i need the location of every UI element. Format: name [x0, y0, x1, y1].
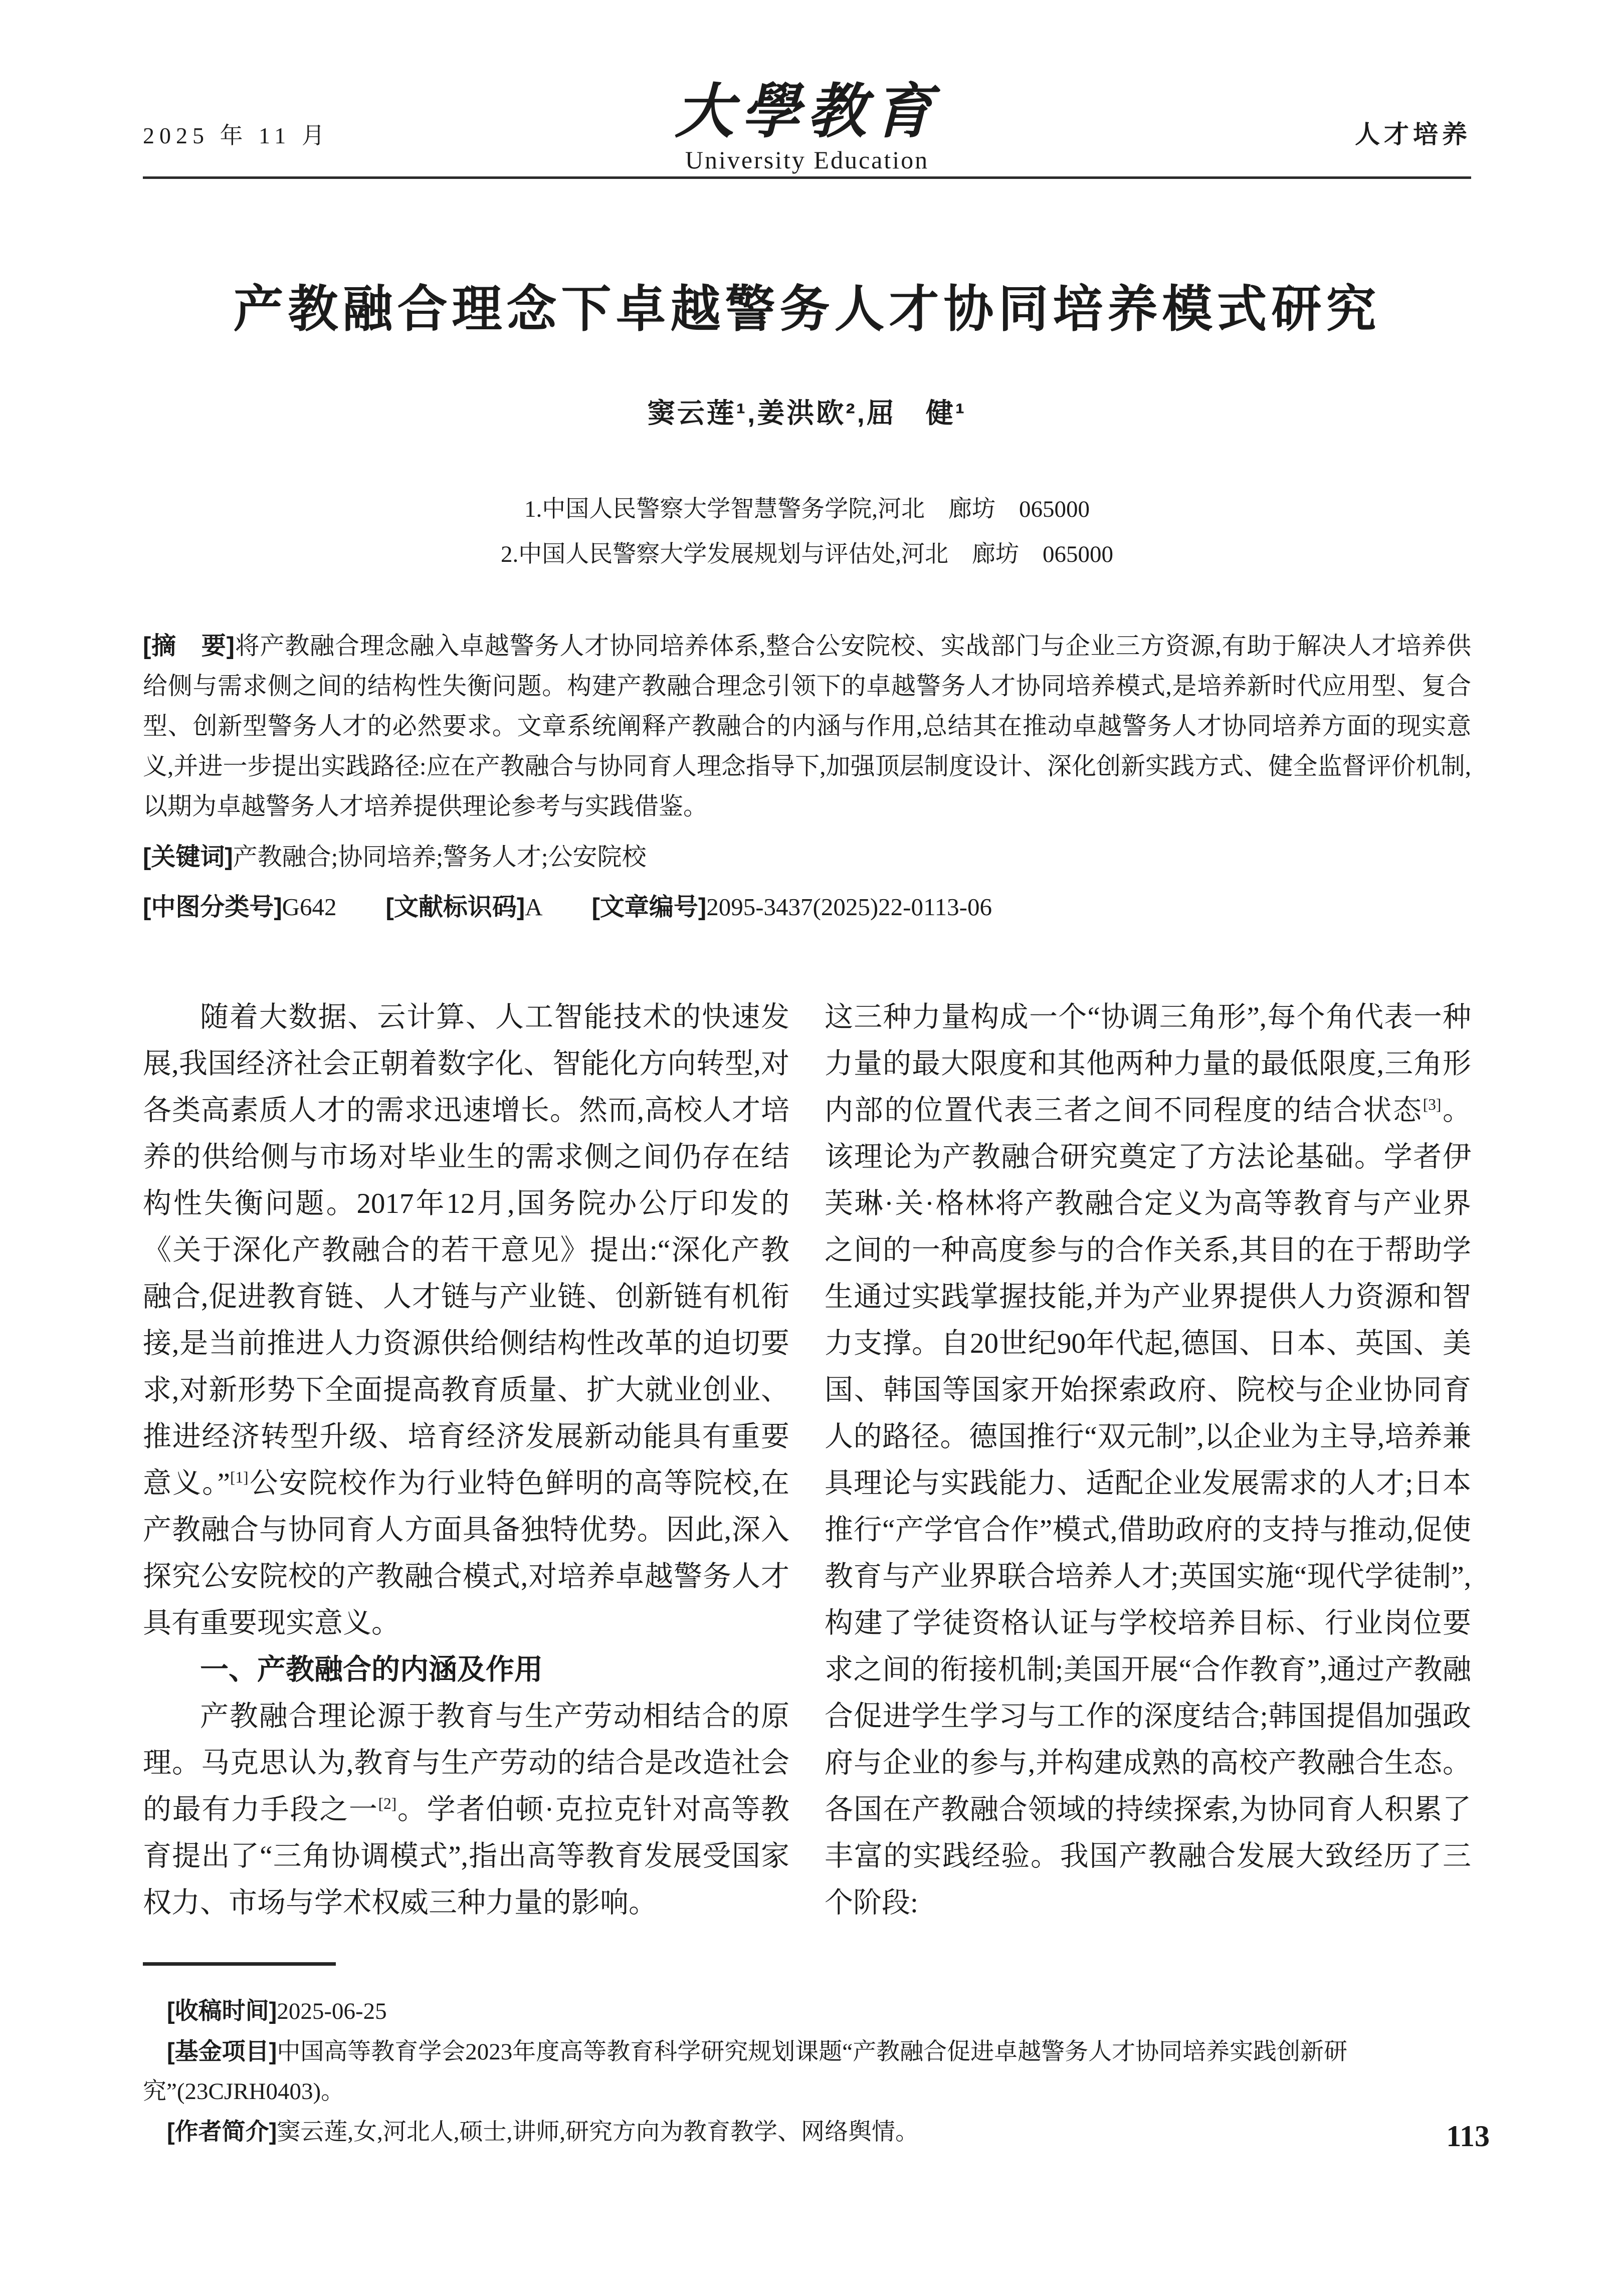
clc-value: G642: [282, 893, 337, 921]
page-number: 113: [1446, 2120, 1490, 2153]
abstract-label: [摘 要]: [143, 633, 235, 660]
article-id-label: [文章编号]: [591, 894, 707, 921]
fund-value: 中国高等教育学会2023年度高等教育科学研究规划课题“产教融合促进卓越警务人才协同培养实践创新研究”(23CJRH0403)。: [143, 2039, 1348, 2105]
column-section-label: 人才培养: [1355, 120, 1471, 148]
received-value: 2025-06-25: [277, 1998, 387, 2024]
body-columns: [143, 994, 1471, 1926]
issue-date: 2025 年 11 月: [143, 123, 330, 148]
keywords-label: [关键词]: [143, 844, 233, 871]
footnote-bio: [143, 2112, 1471, 2152]
footnotes-block: [143, 1991, 1471, 2152]
received-label: [收稿时间]: [167, 1997, 277, 2024]
footnote-divider: [143, 1962, 336, 1966]
keywords-line: [143, 838, 1471, 873]
body-paragraph: 产教融合理论源于教育与生产劳动相结合的原理。马克思认为,教育与生产劳动的结合是改造社会的最有力手段之一[2]。学者伯顿·克拉克针对高等教育提出了“三角协调模式”,指出高等教育发展受国家权力、市场与学术权威三种力量的影响。: [143, 1701, 790, 1919]
journal-name-english: University Education: [685, 146, 929, 174]
bio-value: 窦云莲,女,河北人,硕士,讲师,研究方向为教育教学、网络舆情。: [277, 2119, 919, 2145]
doc-code-item: [386, 888, 543, 923]
journal-logo-calligraphy: 大學教育: [674, 79, 940, 145]
article-title: 产教融合理念下卓越警务人才协同培养模式研究: [233, 281, 1381, 337]
keywords-text: 产教融合;协同培养;警务人才;公安院校: [233, 843, 647, 871]
affiliation-2: 2.中国人民警察大学发展规划与评估处,河北 廊坊 065000: [501, 541, 1113, 567]
section-heading-1: 一、产教融合的内涵及作用: [200, 1653, 543, 1686]
affiliations: [143, 487, 1471, 577]
abstract-text: 将产教融合理念融入卓越警务人才协同培养体系,整合公安院校、实战部门与企业三方资源,有助于解决人才培养供给侧与需求侧之间的结构性失衡问题。构建产教融合理念引领下的卓越警务人才协同培养模式,是培养新时代应用型、复合型、创新型警务人才的必然要求。文章系统阐释产教融合的内涵与作用,总结其在推动卓越警务人才协同培养方面的现实意义,并进一步提出实践路径:应在产教融合与协同育人理念指导下,加强顶层制度设计、深化创新实践方式、健全监督评价机制,以期为卓越警务人才培养提供理论参考与实践借鉴。: [143, 632, 1471, 820]
fund-label: [基金项目]: [167, 2038, 277, 2064]
author-line: 窦云莲¹,姜洪欧²,屈 健¹: [647, 397, 967, 429]
article-id-item: [592, 888, 992, 923]
body-paragraph: 这三种力量构成一个“协调三角形”,每个角代表一种力量的最大限度和其他两种力量的最低限度,三角形内部的位置代表三者之间不同程度的结合状态[3]。该理论为产教融合研究奠定了方法论基础。学者伊芙琳·关·格林将产教融合定义为高等教育与产业界之间的一种高度参与的合作关系,其目的在于帮助学生通过实践掌握技能,并为产业界提供人力资源和智力支撑。自20世纪90年代起,德国、日本、英国、美国、韩国等国家开始探索政府、院校与企业协同育人的路径。德国推行“双元制”,以企业为主导,培养兼具理论与实践能力、适配企业发展需求的人才;日本推行“产学官合作”模式,借助政府的支持与推动,促使教育与产业界联合培养人才;英国实施“现代学徒制”,构建了学徒资格认证与学校培养目标、行业岗位要求之间的衔接机制;美国开展“合作教育”,通过产教融合促进学生学习与工作的深度结合;韩国提倡加强政府与企业的参与,并构建成熟的高校产教融合生态。各国在产教融合领域的持续探索,为协同育人积累了丰富的实践经验。我国产教融合发展大致经历了三个阶段:: [825, 1001, 1471, 1919]
footnote-received: [143, 1991, 1471, 2031]
doc-code-label: [文献标识码]: [385, 894, 525, 921]
page-header: [143, 0, 1471, 179]
journal-masthead: [675, 81, 939, 174]
right-column: [825, 994, 1471, 1926]
footnote-fund: [143, 2031, 1471, 2112]
body-paragraph: 随着大数据、云计算、人工智能技术的快速发展,我国经济社会正朝着数字化、智能化方向转型,对各类高素质人才的需求迅速增长。然而,高校人才培养的供给侧与市场对毕业生的需求侧之间仍存在结构性失衡问题。2017年12月,国务院办公厅印发的《关于深化产教融合的若干意见》提出:“深化产教融合,促进教育链、人才链与产业链、创新链有机衔接,是当前推进人力资源供给侧结构性改革的迫切要求,对新形势下全面提高教育质量、扩大就业创业、推进经济转型升级、培育经济发展新动能具有重要意义。”[1]公安院校作为行业特色鲜明的高等院校,在产教融合与协同育人方面具备独特优势。因此,深入探究公安院校的产教融合模式,对培养卓越警务人才具有重要现实意义。: [143, 1001, 789, 1639]
affiliation-1: 1.中国人民警察大学智慧警务学院,河北 廊坊 065000: [524, 496, 1090, 522]
clc-item: [143, 888, 337, 923]
article-id-value: 2095-3437(2025)22-0113-06: [706, 893, 992, 921]
clc-label: [中图分类号]: [143, 894, 282, 921]
classification-line: [143, 888, 1471, 923]
doc-code-value: A: [525, 893, 543, 921]
bio-label: [作者简介]: [167, 2118, 277, 2145]
left-column: [143, 994, 789, 1926]
abstract-block: [143, 626, 1471, 826]
